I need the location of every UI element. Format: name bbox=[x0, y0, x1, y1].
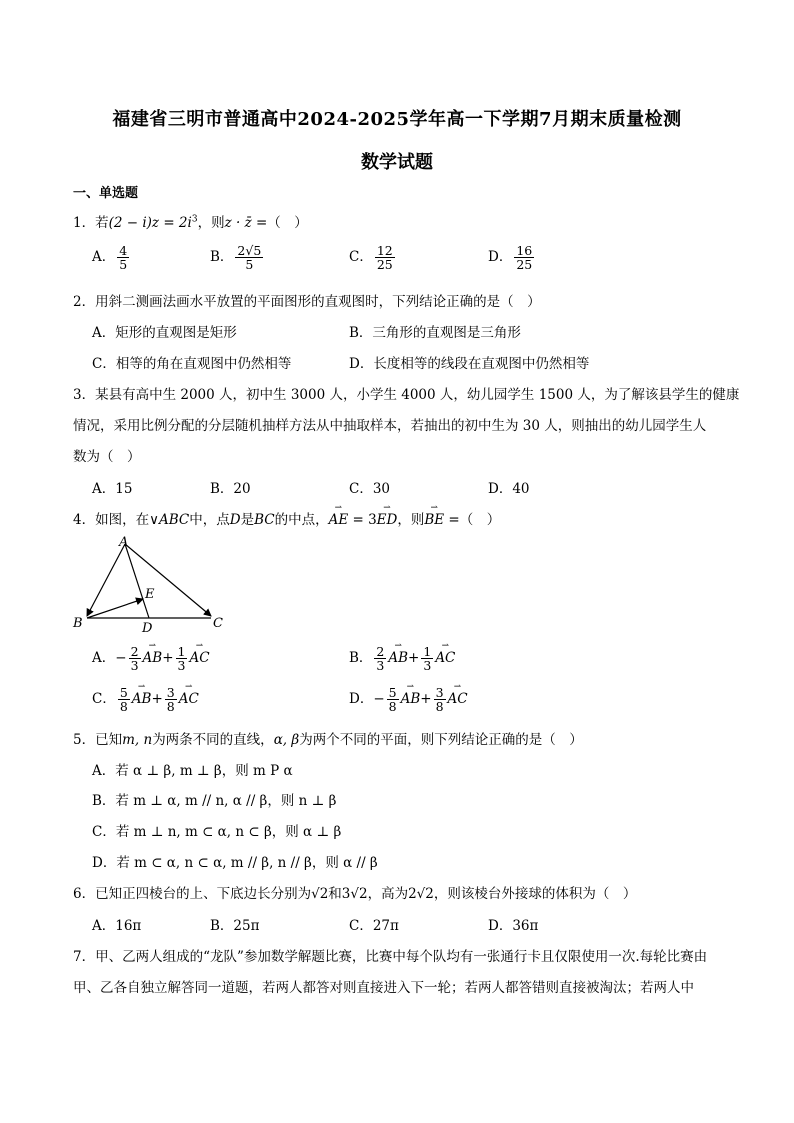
question-1-stem: 1．若$(2 - i)z = 2i^3$，则z · z̄ =（ ） bbox=[73, 214, 308, 231]
question-3-option-d: D．40 bbox=[488, 481, 530, 497]
label-b: B bbox=[73, 616, 83, 631]
section-heading: 一、单选题 bbox=[73, 186, 139, 201]
question-3-stem-line-1: 3．某县有高中生 2000 人，初中生 3000 人，小学生 4000 人，幼儿园学生 1500 人，为了解该县学生的健康 bbox=[73, 387, 740, 403]
question-6-option-c: C．27π bbox=[349, 918, 399, 934]
question-2-option-a: A．矩形的直观图是矩形 bbox=[92, 325, 237, 341]
question-4-option-b: B． $\frac{2}{3}$ ⇀ AB+ $\frac{1}{3}$ ⇀ AC bbox=[349, 645, 455, 672]
question-4-stem: 4．如图，在∨ABC中，点D是BC的中点，⇀ AE = 3⇀ ED，则⇀ BE =（ ） bbox=[73, 508, 500, 528]
label-d: D bbox=[142, 621, 153, 634]
exam-subtitle: 数学试题 bbox=[361, 152, 433, 173]
question-5-option-a: A．若 α ⊥ β, m ⊥ β，则 m P α bbox=[92, 763, 293, 779]
question-5-option-d: D．若 m ⊂ α, n ⊂ α, m // β, n // β，则 α // β bbox=[92, 855, 378, 871]
question-1-option-d: D． $\frac{16}{25}$ bbox=[488, 243, 533, 273]
label-a: A bbox=[119, 535, 129, 550]
side-ab bbox=[87, 544, 125, 616]
question-6-option-a: A．16π bbox=[92, 918, 142, 934]
question-3-stem-line-2: 情况，采用比例分配的分层随机抽样方法从中抽取样本，若抽出的初中生为 30 人，则抽出的幼儿园学生人 bbox=[73, 418, 707, 434]
question-5-stem: 5．已知m, n为两条不同的直线，α, β为两个不同的平面，则下列结论正确的是（ ） bbox=[73, 732, 583, 748]
question-1-option-a: A． $\frac{4}{5}$ bbox=[92, 243, 128, 273]
exam-title: 福建省三明市普通高中2024-2025学年高一下学期7月期末质量检测 bbox=[112, 109, 682, 130]
question-7-stem-line-2: 甲、乙各自独立解答同一道题，若两人都答对则直接进入下一轮；若两人都答错则直接被淘汰；若两人中 bbox=[73, 980, 694, 996]
question-4-option-d: D．− $\frac{5}{8}$ ⇀ AB+ $\frac{3}{8}$ ⇀ AC bbox=[349, 686, 468, 713]
question-4-option-c: C． $\frac{5}{8}$ ⇀ AB+ $\frac{3}{8}$ ⇀ AC bbox=[92, 686, 199, 713]
question-3-option-b: B．20 bbox=[210, 481, 251, 497]
question-6-option-d: D．36π bbox=[488, 918, 539, 934]
question-1-option-b: B． $\frac{2√5}{5}$ bbox=[210, 243, 262, 273]
label-c: C bbox=[213, 616, 223, 631]
side-ac bbox=[125, 544, 211, 616]
question-2-option-d: D．长度相等的线段在直观图中仍然相等 bbox=[349, 356, 590, 372]
question-2-option-b: B．三角形的直观图是三角形 bbox=[349, 325, 521, 341]
median-ad bbox=[125, 544, 149, 618]
question-3-stem-line-3: 数为（ ） bbox=[73, 449, 141, 465]
question-1-option-c: C． $\frac{12}{25}$ bbox=[349, 243, 393, 273]
question-3-option-c: C．30 bbox=[349, 481, 391, 497]
label-e: E bbox=[145, 587, 155, 602]
question-7-stem-line-1: 7．甲、乙两人组成的“龙队”参加数学解题比赛，比赛中每个队均有一张通行卡且仅限使用一次.每轮比赛由 bbox=[73, 949, 708, 965]
question-5-option-c: C．若 m ⊥ n, m ⊂ α, n ⊂ β，则 α ⊥ β bbox=[92, 824, 342, 840]
vector-be bbox=[87, 599, 143, 618]
question-6-option-b: B．25π bbox=[210, 918, 260, 934]
triangle-diagram bbox=[70, 534, 240, 634]
question-6-stem: 6．已知正四棱台的上、下底边长分别为√2和3√2，高为2√2，则该棱台外接球的体积为（ ） bbox=[73, 886, 637, 902]
question-2-stem: 2．用斜二测画法画水平放置的平面图形的直观图时，下列结论正确的是（ ） bbox=[73, 294, 541, 310]
question-5-option-b: B．若 m ⊥ α, m // n, α // β，则 n ⊥ β bbox=[92, 793, 337, 809]
question-2-option-c: C．相等的角在直观图中仍然相等 bbox=[92, 356, 292, 372]
question-3-option-a: A．15 bbox=[92, 481, 133, 497]
question-4-option-a: A．− $\frac{2}{3}$ ⇀ AB+ $\frac{1}{3}$ ⇀ AC bbox=[92, 645, 210, 672]
